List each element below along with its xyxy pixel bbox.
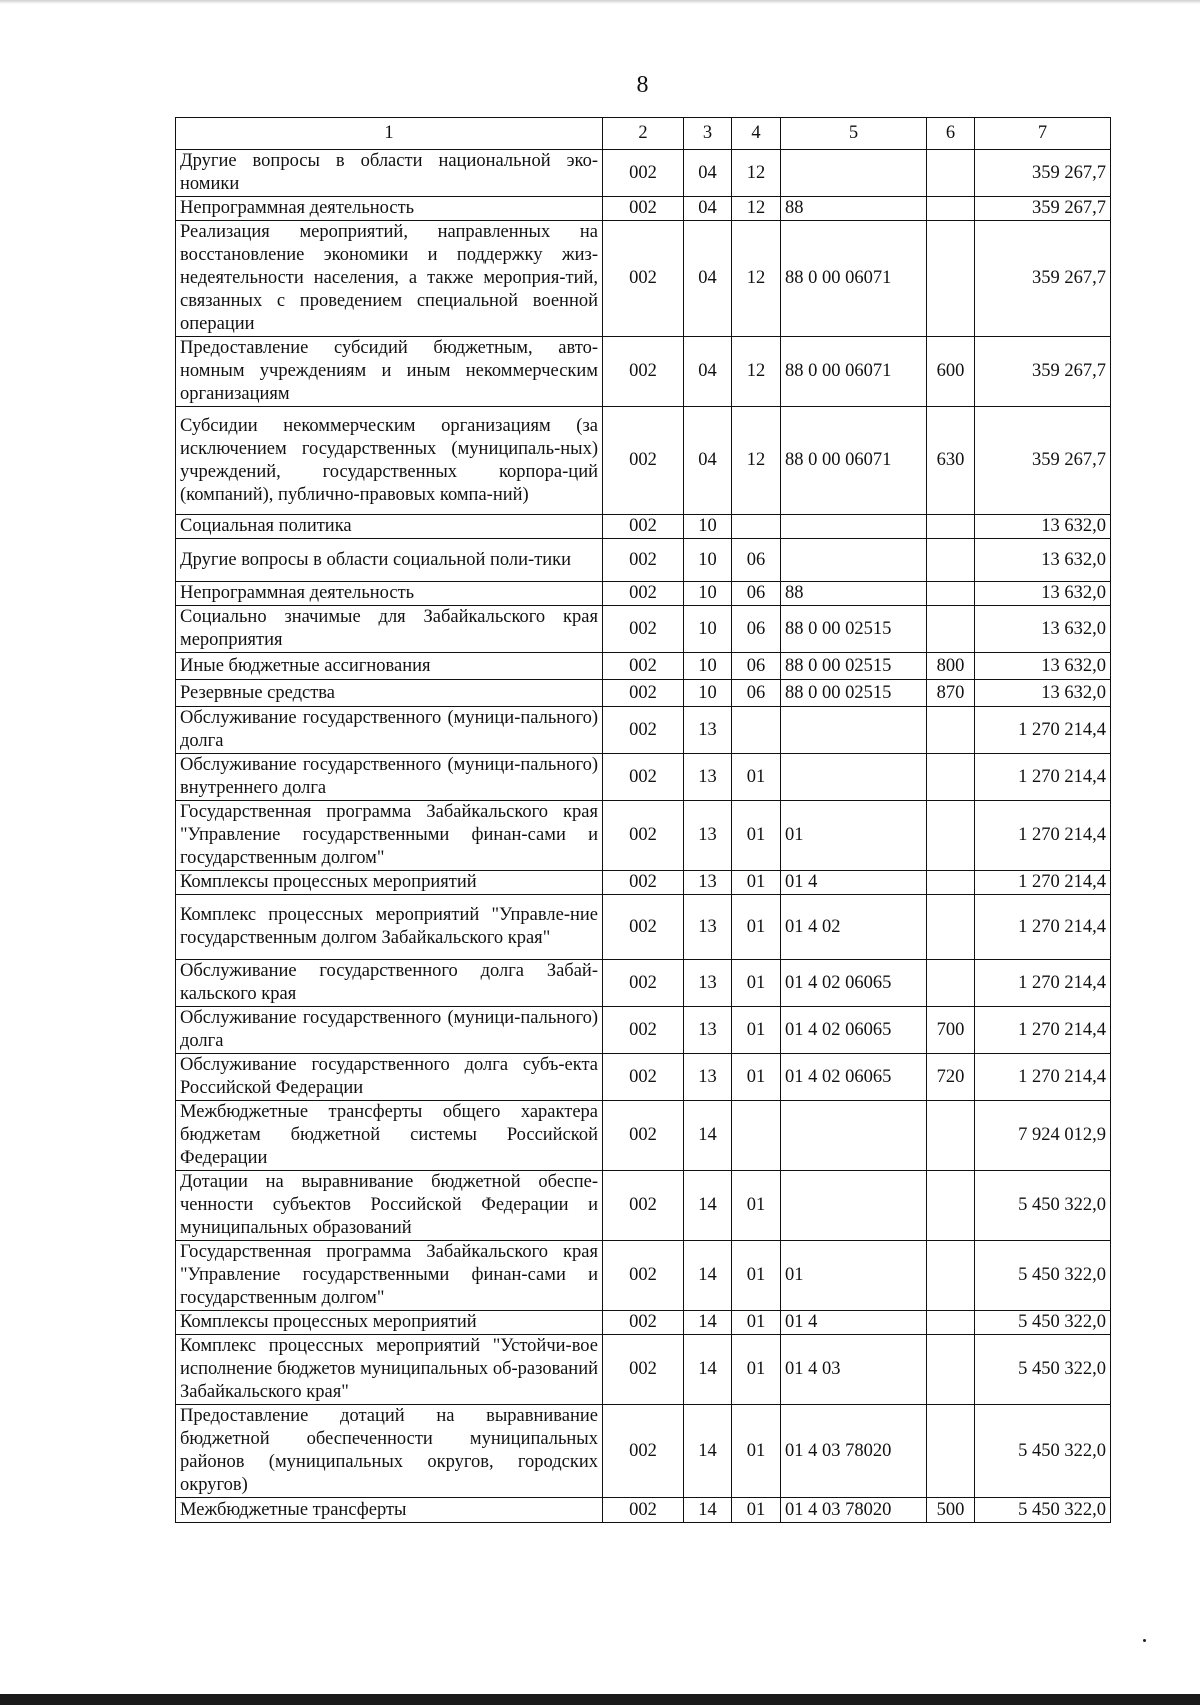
row-amount: 13 632,0 (975, 539, 1111, 582)
row-name: Другие вопросы в области национальной эко-номики (176, 150, 603, 197)
row-code-6 (927, 895, 975, 960)
row-code-5: 88 0 00 02515 (781, 653, 927, 680)
row-name: Комплексы процессных мероприятий (176, 871, 603, 895)
row-code-6 (927, 1405, 975, 1498)
header-col-1: 1 (176, 118, 603, 150)
row-name: Комплекс процессных мероприятий "Устойчи-вое исполнение бюджетов муниципальных об-разований Забайкальского края" (176, 1335, 603, 1405)
row-code-2: 002 (603, 960, 684, 1007)
row-code-5: 01 4 02 06065 (781, 1054, 927, 1101)
row-code-6: 500 (927, 1498, 975, 1523)
row-code-5: 88 0 00 02515 (781, 606, 927, 653)
row-code-3: 13 (684, 1054, 732, 1101)
row-code-4 (732, 515, 781, 539)
row-amount: 359 267,7 (975, 221, 1111, 337)
header-col-7: 7 (975, 118, 1111, 150)
row-code-5: 01 4 03 78020 (781, 1405, 927, 1498)
row-code-6: 800 (927, 653, 975, 680)
row-code-3: 10 (684, 606, 732, 653)
row-code-4 (732, 707, 781, 754)
row-code-3: 04 (684, 337, 732, 407)
row-name: Межбюджетные трансферты (176, 1498, 603, 1523)
table-row (176, 707, 1111, 754)
table-row (176, 582, 1111, 606)
table-row (176, 653, 1111, 680)
row-amount: 1 270 214,4 (975, 707, 1111, 754)
row-code-5: 88 0 00 02515 (781, 680, 927, 707)
row-amount: 13 632,0 (975, 680, 1111, 707)
row-code-4: 12 (732, 221, 781, 337)
row-name: Социально значимые для Забайкальского края мероприятия (176, 606, 603, 653)
row-code-6: 870 (927, 680, 975, 707)
row-code-3: 13 (684, 707, 732, 754)
row-name: Обслуживание государственного долга субъ-екта Российской Федерации (176, 1054, 603, 1101)
row-code-6 (927, 707, 975, 754)
row-code-4: 01 (732, 754, 781, 801)
row-code-4: 01 (732, 1498, 781, 1523)
row-code-2: 002 (603, 197, 684, 221)
row-amount: 5 450 322,0 (975, 1241, 1111, 1311)
row-code-6 (927, 539, 975, 582)
table-row (176, 1311, 1111, 1335)
row-name: Государственная программа Забайкальского края "Управление государственными финан-сами и государственным долгом" (176, 801, 603, 871)
row-name: Социальная политика (176, 515, 603, 539)
row-amount: 5 450 322,0 (975, 1311, 1111, 1335)
row-code-5: 01 4 (781, 871, 927, 895)
row-code-3: 14 (684, 1101, 732, 1171)
row-code-5 (781, 150, 927, 197)
row-code-3: 13 (684, 1007, 732, 1054)
row-name: Резервные средства (176, 680, 603, 707)
table-row (176, 197, 1111, 221)
row-code-3: 14 (684, 1241, 732, 1311)
row-code-2: 002 (603, 680, 684, 707)
row-code-6 (927, 1171, 975, 1241)
table-row (176, 754, 1111, 801)
row-code-3: 13 (684, 871, 732, 895)
row-code-4: 01 (732, 1335, 781, 1405)
row-code-2: 002 (603, 1101, 684, 1171)
row-code-6 (927, 606, 975, 653)
row-code-4: 01 (732, 801, 781, 871)
table-body (176, 150, 1111, 1523)
row-code-6: 700 (927, 1007, 975, 1054)
row-code-3: 13 (684, 801, 732, 871)
row-code-4: 12 (732, 407, 781, 515)
header-col-3: 3 (684, 118, 732, 150)
table-row (176, 539, 1111, 582)
table-row (176, 801, 1111, 871)
row-code-2: 002 (603, 1054, 684, 1101)
row-code-2: 002 (603, 1498, 684, 1523)
row-amount: 1 270 214,4 (975, 1054, 1111, 1101)
row-code-2: 002 (603, 871, 684, 895)
row-name: Непрограммная деятельность (176, 582, 603, 606)
row-code-3: 13 (684, 960, 732, 1007)
row-code-3: 10 (684, 653, 732, 680)
row-amount: 1 270 214,4 (975, 871, 1111, 895)
row-code-6 (927, 197, 975, 221)
row-code-3: 10 (684, 515, 732, 539)
row-code-6 (927, 1311, 975, 1335)
header-row (176, 118, 1111, 150)
table-row (176, 1007, 1111, 1054)
row-code-6: 720 (927, 1054, 975, 1101)
row-code-4: 01 (732, 1171, 781, 1241)
table-row (176, 1101, 1111, 1171)
row-code-5: 01 4 02 (781, 895, 927, 960)
row-name: Иные бюджетные ассигнования (176, 653, 603, 680)
row-code-4: 01 (732, 871, 781, 895)
row-amount: 7 924 012,9 (975, 1101, 1111, 1171)
row-amount: 5 450 322,0 (975, 1171, 1111, 1241)
row-code-5: 88 (781, 197, 927, 221)
row-code-2: 002 (603, 407, 684, 515)
table-row (176, 680, 1111, 707)
row-code-3: 04 (684, 197, 732, 221)
row-code-3: 14 (684, 1335, 732, 1405)
row-code-2: 002 (603, 337, 684, 407)
row-code-2: 002 (603, 221, 684, 337)
row-name: Обслуживание государственного (муници-пального) внутреннего долга (176, 754, 603, 801)
budget-table (175, 117, 1111, 1523)
row-code-5: 01 4 02 06065 (781, 1007, 927, 1054)
row-code-6 (927, 582, 975, 606)
row-code-5 (781, 754, 927, 801)
row-code-3: 04 (684, 150, 732, 197)
row-name: Обслуживание государственного (муници-пального) долга (176, 707, 603, 754)
row-code-5: 01 4 03 78020 (781, 1498, 927, 1523)
row-code-4: 01 (732, 1007, 781, 1054)
table-row (176, 150, 1111, 197)
row-amount: 1 270 214,4 (975, 895, 1111, 960)
row-code-3: 10 (684, 680, 732, 707)
row-code-5 (781, 539, 927, 582)
row-code-5 (781, 1101, 927, 1171)
row-amount: 1 270 214,4 (975, 801, 1111, 871)
row-code-6 (927, 221, 975, 337)
row-code-2: 002 (603, 1241, 684, 1311)
row-code-3: 14 (684, 1498, 732, 1523)
table-row (176, 407, 1111, 515)
row-code-2: 002 (603, 1007, 684, 1054)
row-code-6 (927, 801, 975, 871)
row-code-5: 01 4 02 06065 (781, 960, 927, 1007)
row-code-5: 01 4 03 (781, 1335, 927, 1405)
row-code-6 (927, 960, 975, 1007)
row-code-2: 002 (603, 1335, 684, 1405)
row-code-4: 01 (732, 1241, 781, 1311)
row-code-4: 06 (732, 582, 781, 606)
row-code-3: 10 (684, 582, 732, 606)
header-col-4: 4 (732, 118, 781, 150)
row-code-6 (927, 754, 975, 801)
row-amount: 1 270 214,4 (975, 1007, 1111, 1054)
row-amount: 13 632,0 (975, 515, 1111, 539)
row-amount: 5 450 322,0 (975, 1405, 1111, 1498)
top-edge-shadow (0, 0, 1200, 4)
row-code-2: 002 (603, 754, 684, 801)
row-code-5: 88 0 00 06071 (781, 221, 927, 337)
row-code-3: 14 (684, 1171, 732, 1241)
row-code-6: 600 (927, 337, 975, 407)
row-amount: 13 632,0 (975, 606, 1111, 653)
row-code-4: 01 (732, 1054, 781, 1101)
row-code-2: 002 (603, 1311, 684, 1335)
row-code-4 (732, 1101, 781, 1171)
header-col-6: 6 (927, 118, 975, 150)
row-code-2: 002 (603, 895, 684, 960)
row-code-4: 06 (732, 680, 781, 707)
row-code-2: 002 (603, 515, 684, 539)
row-code-3: 14 (684, 1311, 732, 1335)
row-code-2: 002 (603, 707, 684, 754)
row-code-3: 04 (684, 407, 732, 515)
row-code-6: 630 (927, 407, 975, 515)
row-code-2: 002 (603, 653, 684, 680)
table-row (176, 1498, 1111, 1523)
row-code-3: 14 (684, 1405, 732, 1498)
row-code-4: 12 (732, 337, 781, 407)
table-header (176, 118, 1111, 150)
row-name: Реализация мероприятий, направленных на восстановление экономики и поддержку жиз-недеятельности населения, а также мероприя-тий, связанных с проведением специальной военной операции (176, 221, 603, 337)
row-code-2: 002 (603, 606, 684, 653)
row-name: Комплекс процессных мероприятий "Управле-ние государственным долгом Забайкальского края" (176, 895, 603, 960)
row-code-6 (927, 1101, 975, 1171)
row-code-4: 12 (732, 150, 781, 197)
row-code-2: 002 (603, 801, 684, 871)
row-amount: 13 632,0 (975, 653, 1111, 680)
table-row (176, 221, 1111, 337)
table-row (176, 606, 1111, 653)
row-code-2: 002 (603, 150, 684, 197)
row-name: Дотации на выравнивание бюджетной обеспе-ченности субъектов Российской Федерации и муниципальных образований (176, 1171, 603, 1241)
row-name: Государственная программа Забайкальского края "Управление государственными финан-сами и государственным долгом" (176, 1241, 603, 1311)
row-code-3: 13 (684, 754, 732, 801)
row-name: Непрограммная деятельность (176, 197, 603, 221)
row-amount: 359 267,7 (975, 197, 1111, 221)
row-code-6 (927, 871, 975, 895)
row-code-5 (781, 1171, 927, 1241)
row-code-5 (781, 515, 927, 539)
row-code-4: 01 (732, 895, 781, 960)
row-code-4: 06 (732, 539, 781, 582)
row-code-5: 88 0 00 06071 (781, 337, 927, 407)
row-name: Межбюджетные трансферты общего характера бюджетам бюджетной системы Российской Федерации (176, 1101, 603, 1171)
row-amount: 359 267,7 (975, 337, 1111, 407)
table-row (176, 1241, 1111, 1311)
row-code-4: 01 (732, 960, 781, 1007)
row-amount: 359 267,7 (975, 150, 1111, 197)
row-name: Комплексы процессных мероприятий (176, 1311, 603, 1335)
table-row (176, 337, 1111, 407)
header-col-2: 2 (603, 118, 684, 150)
scan-speck (1143, 1639, 1146, 1642)
row-amount: 1 270 214,4 (975, 960, 1111, 1007)
row-code-4: 01 (732, 1311, 781, 1335)
row-name: Предоставление субсидий бюджетным, авто-номным учреждениям и иным некоммерческим организациям (176, 337, 603, 407)
row-code-5: 01 (781, 801, 927, 871)
row-code-4: 06 (732, 653, 781, 680)
row-code-2: 002 (603, 1171, 684, 1241)
row-code-5: 88 0 00 06071 (781, 407, 927, 515)
table-row (176, 515, 1111, 539)
row-amount: 13 632,0 (975, 582, 1111, 606)
row-code-4: 12 (732, 197, 781, 221)
row-name: Предоставление дотаций на выравнивание бюджетной обеспеченности муниципальных районов (муниципальных округов, городских округов) (176, 1405, 603, 1498)
row-name: Обслуживание государственного (муници-пального) долга (176, 1007, 603, 1054)
table-row (176, 1054, 1111, 1101)
row-amount: 5 450 322,0 (975, 1498, 1111, 1523)
table-row (176, 1171, 1111, 1241)
row-code-2: 002 (603, 1405, 684, 1498)
row-code-2: 002 (603, 582, 684, 606)
row-code-3: 04 (684, 221, 732, 337)
bottom-edge-bar (0, 1694, 1200, 1705)
row-amount: 5 450 322,0 (975, 1335, 1111, 1405)
table-row (176, 1335, 1111, 1405)
table-row (176, 960, 1111, 1007)
row-name: Обслуживание государственного долга Забай-кальского края (176, 960, 603, 1007)
header-col-5: 5 (781, 118, 927, 150)
row-amount: 1 270 214,4 (975, 754, 1111, 801)
row-name: Другие вопросы в области социальной поли-тики (176, 539, 603, 582)
row-code-3: 13 (684, 895, 732, 960)
row-code-5: 01 (781, 1241, 927, 1311)
row-code-5: 88 (781, 582, 927, 606)
row-amount: 359 267,7 (975, 407, 1111, 515)
row-code-6 (927, 515, 975, 539)
row-code-6 (927, 150, 975, 197)
row-code-4: 01 (732, 1405, 781, 1498)
row-name: Субсидии некоммерческим организациям (за исключением государственных (муниципаль-ных) учреждений, государственных корпора-ций (компаний), публично-правовых компа-ний) (176, 407, 603, 515)
row-code-6 (927, 1335, 975, 1405)
row-code-3: 10 (684, 539, 732, 582)
row-code-5: 01 4 (781, 1311, 927, 1335)
row-code-4: 06 (732, 606, 781, 653)
table-row (176, 895, 1111, 960)
table-row (176, 1405, 1111, 1498)
row-code-5 (781, 707, 927, 754)
table-row (176, 871, 1111, 895)
row-code-2: 002 (603, 539, 684, 582)
row-code-6 (927, 1241, 975, 1311)
page-number: 8 (636, 72, 649, 98)
